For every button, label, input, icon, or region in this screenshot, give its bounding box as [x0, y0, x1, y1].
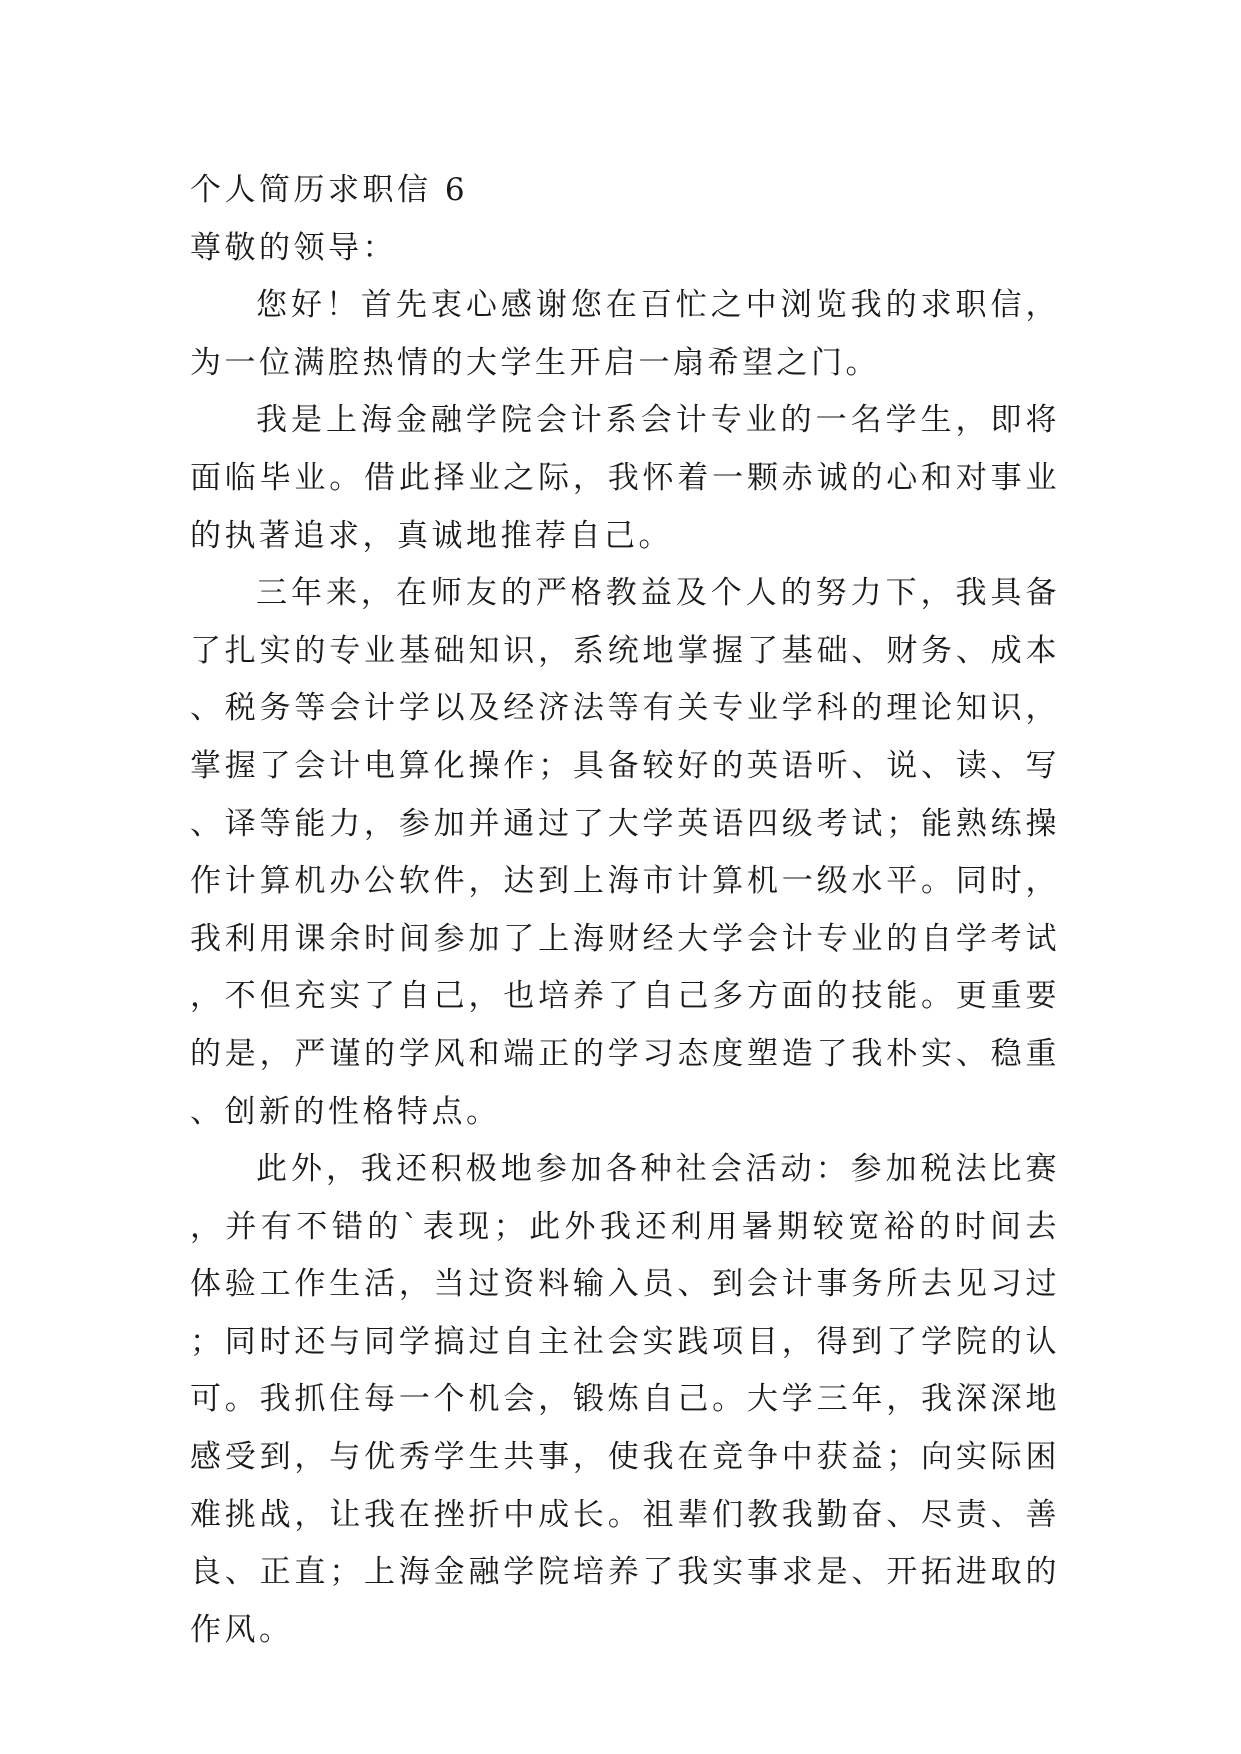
paragraph-greeting: 您好！首先衷心感谢您在百忙之中浏览我的求职信，为一位满腔热情的大学生开启一扇希望之门。	[190, 287, 1060, 381]
paragraph-introduction: 我是上海金融学院会计系会计专业的一名学生，即将面临毕业。借此择业之际，我怀着一颗赤诚的心和对事业的执著追求，真诚地推荐自己。	[190, 402, 1060, 554]
paragraph-activities: 此外，我还积极地参加各种社会活动：参加税法比赛，并有不错的`表现；此外我还利用暑期较宽裕的时间去体验工作生活，当过资料输入员、到会计事务所去见习过；同时还与同学搞过自主社会实践项目，得到了学院的认可。我抓住每一个机会，锻炼自己。大学三年，我深深地感受到，与优秀学生共事，使我在竞争中获益；向实际困难挑战，让我在挫折中成长。祖辈们教我勤奋、尽责、善良、正直；上海金融学院培养了我实事求是、开拓进取的作风。	[190, 1151, 1060, 1648]
paragraph-skills: 三年来，在师友的严格教益及个人的努力下，我具备了扎实的专业基础知识，系统地掌握了基础、财务、成本、税务等会计学以及经济法等有关专业学科的理论知识，掌握了会计电算化操作；具备较好的英语听、说、读、写、译等能力，参加并通过了大学英语四级考试；能熟练操作计算机办公软件，达到上海市计算机一级水平。同时，我利用课余时间参加了上海财经大学会计专业的自学考试，不但充实了自己，也培养了自己多方面的技能。更重要的是，严谨的学风和端正的学习态度塑造了我朴实、稳重、创新的性格特点。	[190, 575, 1060, 1130]
document-title: 个人简历求职信 6	[190, 172, 469, 208]
document-body	[190, 162, 1060, 1659]
salutation: 尊敬的领导：	[190, 229, 397, 266]
